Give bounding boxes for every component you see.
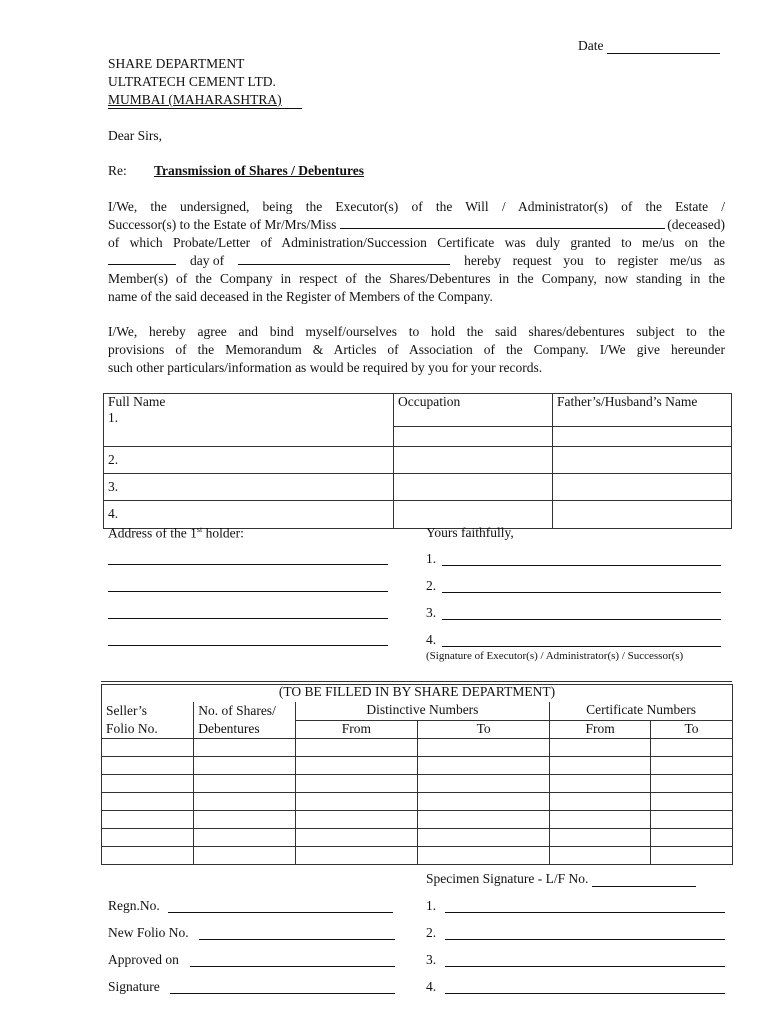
re-subject: Transmission of Shares / Debentures (154, 163, 365, 178)
addressee-line-2: ULTRATECH CEMENT LTD. (108, 74, 276, 89)
specimen-number-2: 2. (426, 925, 437, 940)
address-line-1[interactable] (108, 564, 388, 565)
header-distinctive-from: From (295, 720, 417, 738)
dept-row (102, 775, 733, 793)
signature-line-4[interactable] (442, 646, 721, 647)
dept-table-title: (TO BE FILLED IN BY SHARE DEPARTMENT) (102, 684, 733, 702)
header-distinctive-to: To (418, 720, 550, 738)
signature-line-1[interactable] (442, 565, 721, 566)
grant-month-line[interactable] (238, 252, 450, 265)
dept-row (102, 811, 733, 829)
addressee-line-3: MUMBAI (MAHARASHTRA) (108, 92, 302, 109)
office-signature-line[interactable] (170, 993, 395, 994)
addressee-block (108, 55, 302, 109)
dept-row (102, 757, 733, 775)
specimen-line-4[interactable] (445, 993, 725, 994)
address-line-2[interactable] (108, 591, 388, 592)
header-father-husband: Father’s/Husband’s Name (553, 394, 732, 427)
holder-name-1[interactable] (104, 426, 394, 446)
addressee-line-1: SHARE DEPARTMENT (108, 56, 245, 71)
new-folio-label: New Folio No. (108, 925, 189, 940)
header-certificate-numbers: Certificate Numbers (550, 702, 733, 720)
dept-row (102, 739, 733, 757)
holder-father-4[interactable] (553, 500, 732, 528)
specimen-line-2[interactable] (445, 939, 725, 940)
sig-number-4: 4. (426, 632, 437, 647)
holder-father-2[interactable] (553, 446, 732, 473)
specimen-line-3[interactable] (445, 966, 725, 967)
header-no-of-shares: No. of Shares/ Debentures (194, 702, 295, 739)
date-line[interactable] (607, 41, 720, 54)
holder-occupation-1[interactable] (394, 426, 553, 446)
date-label: Date (578, 38, 604, 53)
re-line (108, 163, 365, 179)
header-certificate-from: From (550, 720, 651, 738)
para1-line3: of which Probate/Letter of Administration/Succession Certificate was duly granted to me/us on the (108, 235, 725, 250)
grant-day-line[interactable] (108, 252, 176, 265)
approved-on-line[interactable] (190, 966, 395, 967)
paragraph-2 (108, 323, 725, 377)
holder-occupation-3[interactable] (394, 473, 553, 500)
regn-no-label: Regn.No. (108, 898, 160, 913)
dept-row (102, 829, 733, 847)
signature-label: Signature (108, 979, 160, 994)
dept-row (102, 847, 733, 865)
address-label: Address of the 1st holder: (108, 525, 244, 541)
new-folio-line[interactable] (199, 939, 395, 940)
yours-faithfully: Yours faithfully, (426, 525, 514, 540)
deceased-name-line[interactable] (340, 216, 665, 229)
header-distinctive-numbers: Distinctive Numbers (295, 702, 550, 720)
header-certificate-to: To (651, 720, 733, 738)
holder-father-1[interactable] (553, 426, 732, 446)
header-seller-folio: Seller’s Folio No. (102, 702, 194, 739)
signature-caption: (Signature of Executor(s) / Administrator(s) / Successor(s) (426, 650, 684, 662)
para1-line2: Successor(s) to the Estate of Mr/Mrs/Miss (deceased) (108, 217, 725, 232)
holder-row-3[interactable]: 3. (104, 473, 394, 500)
specimen-label: Specimen Signature - L/F No. (426, 871, 696, 887)
dept-row (102, 793, 733, 811)
specimen-number-3: 3. (426, 952, 437, 967)
holders-table (103, 393, 732, 529)
holder-occupation-4[interactable] (394, 500, 553, 528)
sig-number-2: 2. (426, 578, 437, 593)
header-full-name: Full Name 1. (104, 394, 394, 427)
para1-line4: day of hereby request you to register me/us as (108, 252, 725, 270)
sig-number-1: 1. (426, 551, 437, 566)
specimen-number-4: 4. (426, 979, 437, 994)
para1-line1: I/We, the undersigned, being the Executor(s) of the Will / Administrator(s) of the Estate / (108, 199, 725, 214)
para1-line5: Member(s) of the Company in respect of the Shares/Debentures in the Company, now standing in the (108, 271, 725, 286)
holder-occupation-2[interactable] (394, 446, 553, 473)
salutation: Dear Sirs, (108, 128, 162, 143)
paragraph-1 (108, 198, 725, 306)
holder-row-4[interactable]: 4. (104, 500, 394, 528)
lf-no-line[interactable] (592, 874, 696, 887)
specimen-line-1[interactable] (445, 912, 725, 913)
address-line-4[interactable] (108, 645, 388, 646)
para2-line1: I/We, hereby agree and bind myself/ourselves to hold the said shares/debentures subject to the (108, 324, 725, 339)
address-line-3[interactable] (108, 618, 388, 619)
specimen-number-1: 1. (426, 898, 437, 913)
signature-line-2[interactable] (442, 592, 721, 593)
signature-line-3[interactable] (442, 619, 721, 620)
date-field (578, 38, 720, 54)
header-occupation: Occupation (394, 394, 553, 427)
regn-no-line[interactable] (168, 912, 393, 913)
approved-on-label: Approved on (108, 952, 179, 967)
dept-table (101, 684, 733, 865)
sig-number-3: 3. (426, 605, 437, 620)
re-prefix: Re: (108, 163, 127, 178)
para2-line3: such other particulars/information as would be required by you for your records. (108, 360, 543, 375)
holder-father-3[interactable] (553, 473, 732, 500)
holder-row-2[interactable]: 2. (104, 446, 394, 473)
para1-line6: name of the said deceased in the Register of Members of the Company. (108, 289, 493, 304)
para2-line2: provisions of the Memorandum & Articles of Association of the Company. I/We give hereunder (108, 342, 725, 357)
